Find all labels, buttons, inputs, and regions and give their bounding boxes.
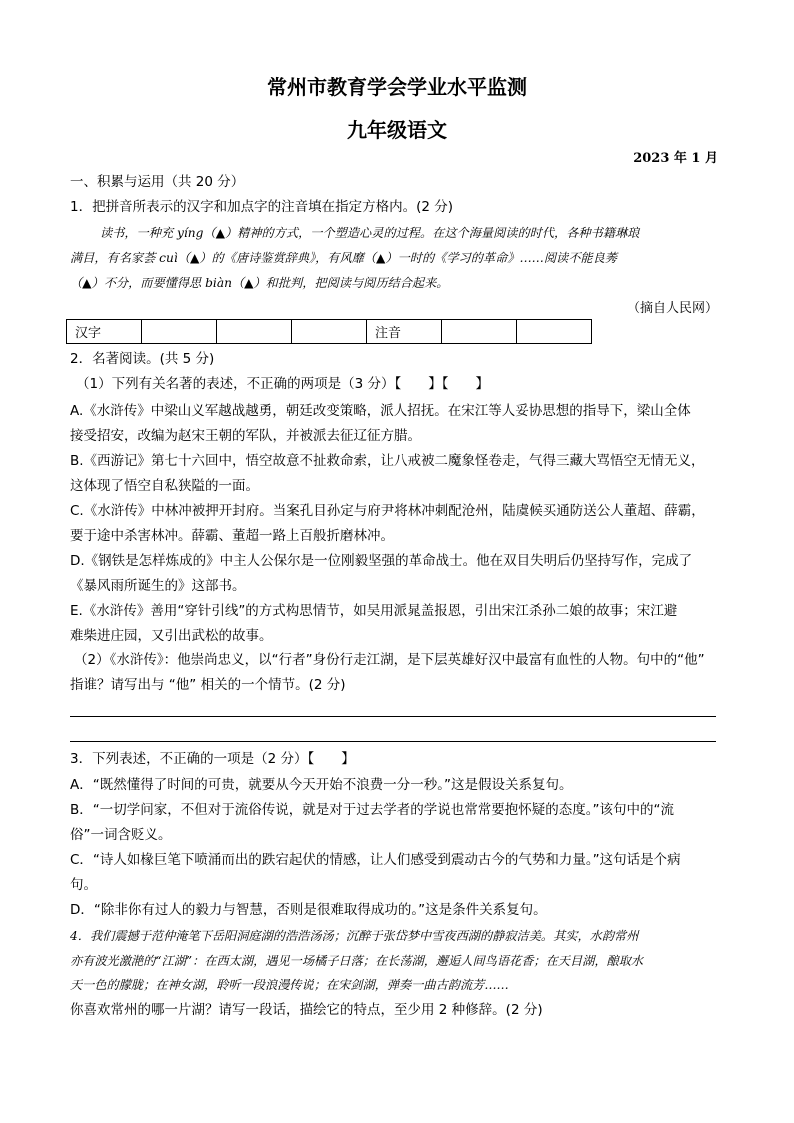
q1-passage-line: 满目，有名家荟 cuì（▲）的《唐诗鉴赏辞典》，有风靡（▲）一时的《学习的革命》……阅读不能良莠 [70,251,617,265]
section-heading: 一、积累与运用（共 20 分） [70,174,245,190]
answer-cell[interactable] [517,320,592,344]
q1-passage-line: 读书，一种充 yíng（▲）精神的方式，一个塑造心灵的过程。在这个海量阅读的时代，各种书籍琳琅 [100,226,640,240]
q3-option-line: D．“除非你有过人的毅力与智慧，否则是很难取得成功的。”这是条件关系复句。 [70,902,547,918]
answer-line[interactable] [70,716,716,717]
answer-cell[interactable] [292,320,367,344]
q2-option-line: A.《水浒传》中梁山义军越战越勇，朝廷改变策略，派人招抚。在宋江等人妥协思想的指导下，梁山全体 [70,403,691,419]
question-1-stem: 1．把拼音所表示的汉字和加点字的注音填在指定方格内。(2 分) [70,199,454,215]
question-2-stem: 2．名著阅读。(共 5 分) [70,351,215,367]
q3-option-line: 句。 [70,877,97,893]
q2-option-line: 接受招安，改编为赵宋王朝的军队，并被派去征辽征方腊。 [70,428,421,444]
q2-option-line: 这体现了悟空自私狭隘的一面。 [70,478,259,494]
q2-option-line: B.《西游记》第七十六回中，悟空故意不扯救命索，让八戒被二魔象怪卷走，气得三藏大骂悟空无情无义， [70,453,705,469]
q4-passage-line: 4．我们震撼于范仲淹笔下岳阳洞庭湖的浩浩汤汤；沉醉于张岱梦中雪夜西湖的静寂洁美。其实，水韵常州 [70,929,639,943]
q4-prompt: 你喜欢常州的哪一片湖？请写一段话，描绘它的特点，至少用 2 种修辞。(2 分) [70,1002,543,1018]
q3-option-line: A．“既然懂得了时间的可贵，就要从今天开始不浪费一分一秒。”这是假设关系复句。 [70,777,573,793]
answer-cell[interactable] [442,320,517,344]
exam-subtitle: 九年级语文 [347,118,447,142]
answer-label-zhuyin: 注音 [367,320,442,344]
answer-cell[interactable] [217,320,292,344]
q2-option-line: 《暴风雨所诞生的》这部书。 [70,578,246,594]
answer-cell[interactable] [142,320,217,344]
q2-sub2-line: 指谁？请写出与 “他” 相关的一个情节。(2 分) [70,677,346,693]
q2-sub1: （1）下列有关名著的表述，不正确的两项是（3 分）【 】【 】 [76,376,489,392]
exam-title: 常州市教育学会学业水平监测 [267,75,527,99]
q2-option-line: E.《水浒传》善用“穿针引线”的方式构思情节，如吴用派晁盖报恩，引出宋江杀孙二娘的故事；宋江避 [70,603,678,619]
q2-option-line: 难柴进庄园，又引出武松的故事。 [70,628,273,644]
q2-option-line: 要于途中杀害林冲。薛霸、董超一路上百般折磨林冲。 [70,528,394,544]
q1-source: （摘自人民网） [626,301,718,316]
q2-sub2-line: （2）《水浒传》：他崇尚忠义，以“行者”身份行走江湖，是下层英雄好汉中最富有血性的人物。句中的“他” [74,652,705,668]
q2-option-line: D.《钢铁是怎样炼成的》中主人公保尔是一位刚毅坚强的革命战士。他在双目失明后仍坚持写作，完成了 [70,553,693,569]
q2-option-line: C.《水浒传》中林冲被押开封府。当案孔目孙定与府尹将林冲刺配沧州，陆虞候买通防送公人董超、薛霸， [70,503,705,519]
q1-answer-table [66,319,592,344]
q4-passage-line: 天一色的朦胧；在神女湖，聆听一段浪漫传说；在宋剑湖，弹奏一曲古韵流芳…… [70,978,509,992]
q3-option-line: 俗”一词含贬义。 [70,827,172,843]
q1-passage-line: （▲）不分，而要懂得思 biàn（▲）和批判，把阅读与阅历结合起来。 [70,276,449,290]
answer-line[interactable] [70,741,716,742]
answer-label-hanzi: 汉字 [67,320,142,344]
exam-date: 2023 年 1 月 [633,151,718,166]
q3-option-line: C．“诗人如椽巨笔下喷涌而出的跌宕起伏的情感，让人们感受到震动古今的气势和力量。”这句话是个病 [70,852,681,868]
question-3-stem: 3．下列表述，不正确的一项是（2 分）【 】 [70,751,355,767]
q3-option-line: B．“一切学问家，不但对于流俗传说，就是对于过去学者的学说也常常要抱怀疑的态度。”该句中的“流 [70,802,674,818]
q4-passage-line: 亦有波光激滟的“江湖”：在西太湖，遇见一场橘子日落；在长荡湖，邂逅人间鸟语花香；在天目湖，酿取水 [70,954,644,968]
